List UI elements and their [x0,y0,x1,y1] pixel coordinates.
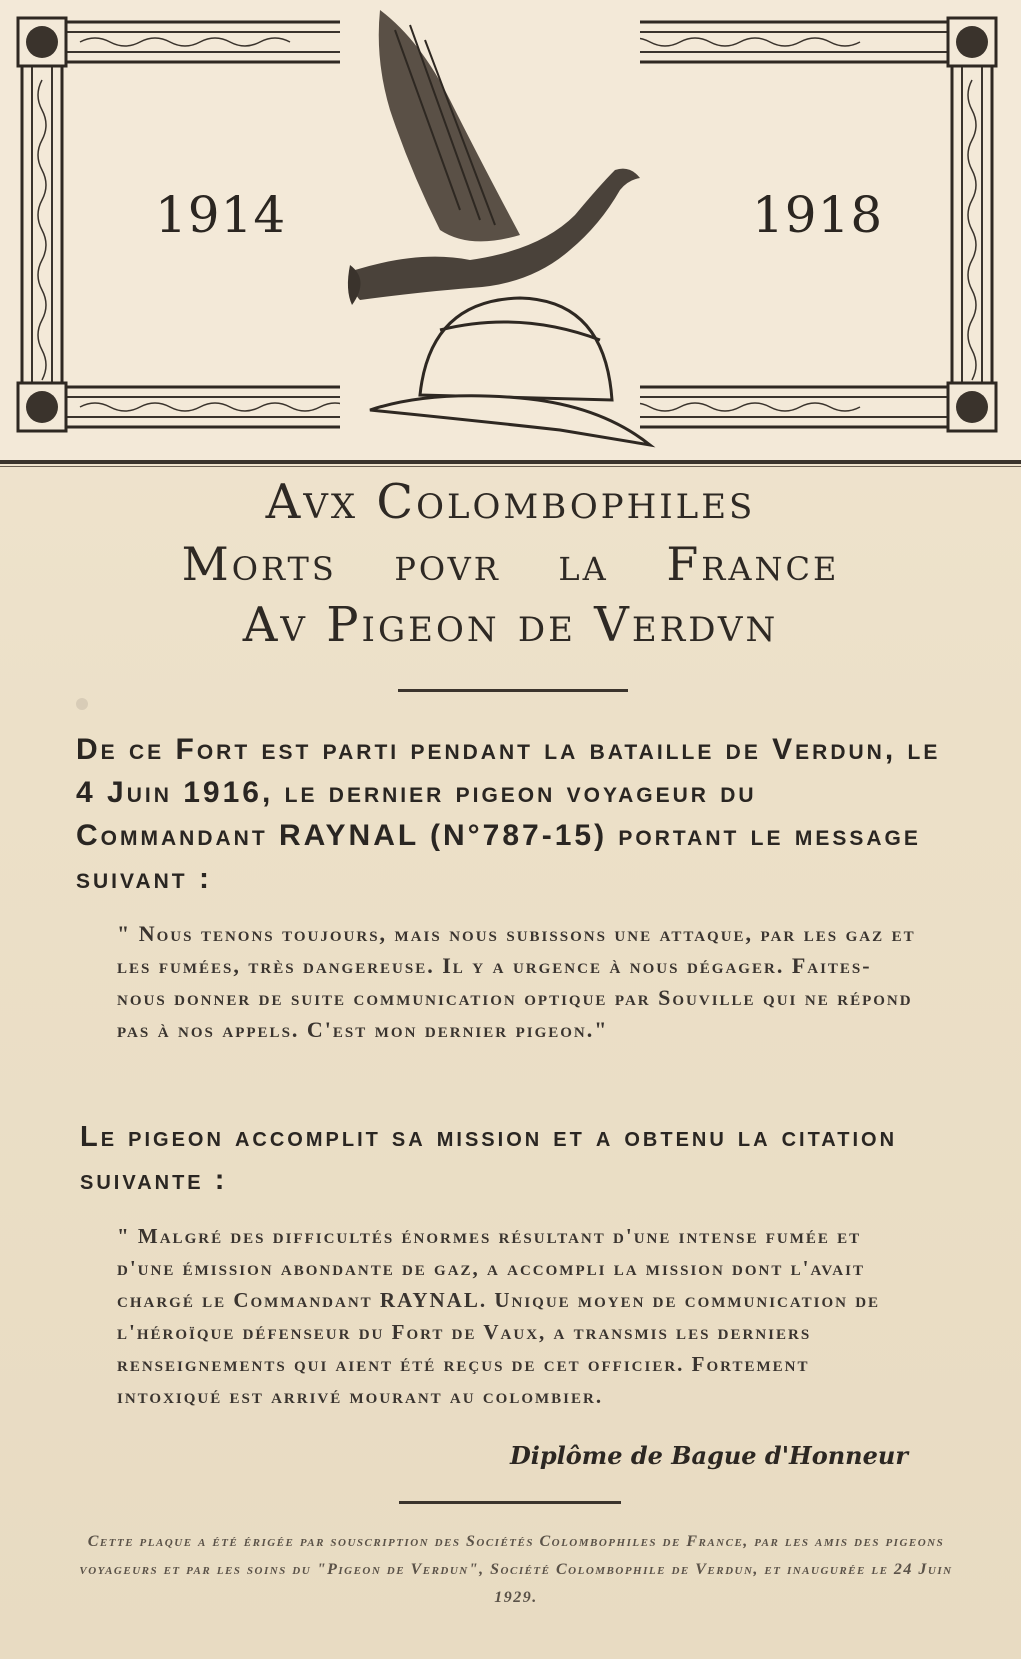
footer-divider [399,1501,621,1504]
signature: Diplôme de Bague d'Honneur [509,1441,908,1470]
footer-note: Cette plaque a été érigée par souscription des Sociétés Colombophiles de France, par les amis des pigeons voyageurs et par les soins du "Pigeon de Verdun", Société Colombophile de Verdun, et inaugurée le 24 Juin 1929. [79,1533,953,1606]
title-line-3: Av Pigeon de Verdvn [242,597,779,653]
paper-speck [76,698,88,710]
quote-citation: " Malgré des difficultés énormes résultant d'une intense fumée et d'une émission abondante de gaz, a accompli la mission dont l'avait chargé le Commandant RAYNAL. Unique moyen de communication de l'héroïque défenseur du Fort de Vaux, a transmis les derniers renseignements qui aient été reçus de cet officier. Fortement intoxiqué est arrivé mourant au colombier. [117,1224,881,1408]
year-end: 1918 [752,186,884,244]
paragraph-mission: Le pigeon accomplit sa mission et a obtenu la citation suivante : [80,1121,898,1196]
header-illustration [0,0,1021,460]
header-divider-thin [0,466,1021,467]
paragraph-fort: De ce Fort est parti pendant la bataille de Verdun, le 4 Juin 1916, le dernier pigeon voyageur du Commandant RAYNAL (N°787-15) portant le message suivant : [76,733,941,895]
header-divider [0,460,1021,464]
quote-message: " Nous tenons toujours, mais nous subissons une attaque, par les gaz et les fumées, très dangereuse. Il y a urgence à nous dégager. Faites-nous donner de suite communication optique par Souville qui ne répond pas à nos appels. C'est mon dernier pigeon." [117,921,916,1042]
title-line-1: Avx Colombophiles [265,474,756,530]
title-line-2: Morts povr la France [181,537,840,591]
year-start: 1914 [155,186,287,244]
title-divider [398,689,628,692]
